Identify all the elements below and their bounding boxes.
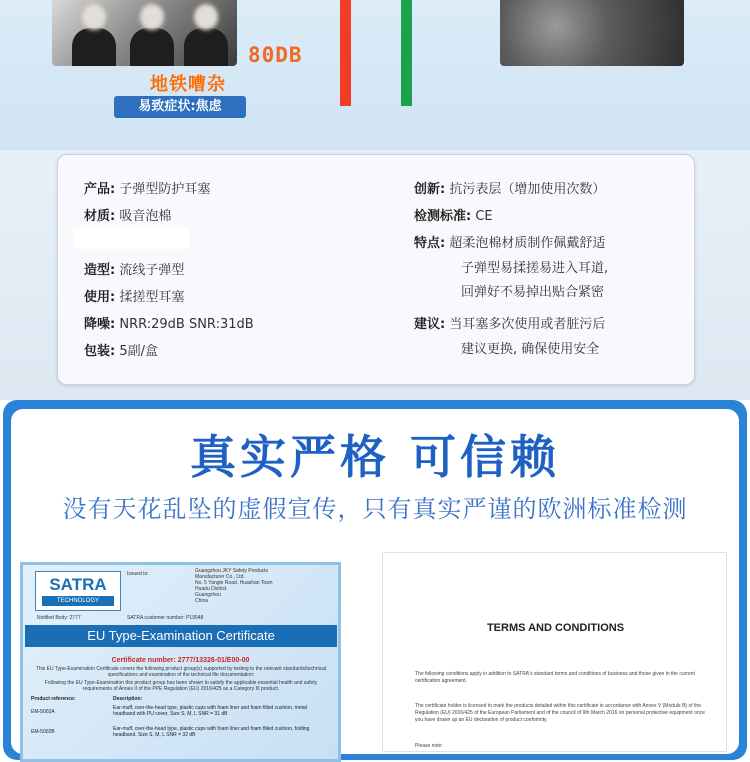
spec-key: 包装: <box>84 344 116 359</box>
eu-certificate-image <box>20 562 341 762</box>
terms-document-image <box>382 552 727 752</box>
red-divider-bar <box>340 0 351 106</box>
description-label: Description: <box>113 696 143 702</box>
terms-note: Please note: <box>415 743 443 749</box>
certificate-number: Certificate number: 2777/13326-01/E00-00 <box>111 657 250 664</box>
green-divider-bar <box>401 0 412 106</box>
person-figure <box>184 28 228 66</box>
spec-key: 使用: <box>84 290 116 305</box>
issued-to-line: China <box>195 598 209 604</box>
notified-body: Notified Body: 2777 <box>37 615 81 621</box>
spec-value: 超柔泡棉材质制作佩戴舒适 <box>449 236 606 251</box>
spec-value: 建议更换, 确保使用安全 <box>461 342 600 357</box>
spec-row-product <box>84 178 210 197</box>
spec-value: 回弹好不易掉出贴合紧密 <box>461 285 605 300</box>
spec-key: 降噪: <box>84 317 116 332</box>
spec-row-advice <box>414 313 605 332</box>
person-figure <box>72 28 116 66</box>
spec-row-features <box>414 232 605 251</box>
spec-row-noise-reduction <box>84 313 254 332</box>
promo-subhead: 没有天花乱坠的虚假宣传，只有真实严谨的欧洲标准检测 <box>62 495 688 523</box>
spec-value: 5副/盒 <box>119 344 158 359</box>
issued-to-line: No. 5 Yangle Road, Huashan Town <box>195 580 273 586</box>
blurred-face <box>140 4 164 30</box>
terms-paragraph: The certificate holder is licensed to mark the products detailed within this certificate in accordance with Annex V (Module B) of the Regulation (EU) 2016/425 of the European Parliament and of the council of 9th March 2016 on personal protective equipment once you have drawn up an EU declaration of product conformity. <box>415 703 705 723</box>
blurred-face <box>82 4 106 30</box>
spec-key: 建议: <box>414 317 446 332</box>
terms-paragraph: The following conditions apply in addition to SATRA's standard terms and conditions of business and those given in the current certification agreement. <box>415 671 695 684</box>
spec-value: 抗污表层（增加使用次数） <box>449 182 606 197</box>
spec-value: 流线子弹型 <box>119 263 185 278</box>
spec-row-advice-cont <box>461 338 599 357</box>
satra-logo <box>35 571 121 611</box>
spec-row-material <box>84 205 171 224</box>
spec-value: 子弹型防护耳塞 <box>119 182 211 197</box>
issued-to-line: Manufacturer Co., Ltd. <box>195 574 245 580</box>
spec-key: 造型: <box>84 263 116 278</box>
person-figure <box>130 28 174 66</box>
product-reference-label: Product reference: <box>31 696 76 702</box>
issued-to-line: Guangzhou JKY Safety Products <box>195 568 269 574</box>
product-reference: EM-5002B <box>31 729 55 735</box>
certificate-title: EU Type-Examination Certificate <box>25 625 337 647</box>
spec-key: 检测标准: <box>414 209 472 224</box>
spec-key: 产品: <box>84 182 116 197</box>
certificate-paragraph: This EU Type-Examination Certificate covers the following product group(s) supported by testing to the relevant standards/technical specifications and examination of the technical file documentation: <box>35 666 327 678</box>
logo-subtitle: TECHNOLOGY <box>42 596 114 606</box>
spec-value: NRR:29dB SNR:31dB <box>119 317 254 332</box>
spec-row-features-cont <box>461 257 608 276</box>
symptom-badge: 易致症状:焦虑 <box>114 96 246 118</box>
issued-to-label: Issued to: <box>127 571 149 577</box>
noise-level-label: 80DB <box>248 43 303 67</box>
product-description: Ear-muff, over-the-head type, plastic cups with foam liner and foam filled cushion, folding headband, Size S, M, L SNR = 32 dB <box>113 726 310 738</box>
spec-key: 材质: <box>84 209 116 224</box>
spec-value: 吸音泡棉 <box>119 209 172 224</box>
customer-number: SATRA customer number: P19048 <box>127 615 204 621</box>
spec-row-standard <box>414 205 493 224</box>
spec-value: 揉搓型耳塞 <box>119 290 185 305</box>
blurred-face <box>194 4 218 30</box>
scene-label: 地铁嘈杂 <box>150 74 226 95</box>
spec-row-innovation <box>414 178 605 197</box>
spec-row-shape <box>84 259 184 278</box>
certificate-paragraph: Following the EU Type-Examination this product group has been shown to satisfy the applicable essential health and safety requirements of Annex II of the PPE Regulation (EU) 2016/425 as a Category III product. <box>44 680 318 692</box>
subway-crowd-photo <box>52 0 237 66</box>
product-reference: EM-5002A <box>31 709 55 715</box>
logo-word: SATRA <box>49 575 107 594</box>
promo-headline: 真实严格 可信赖 <box>189 430 560 484</box>
spec-value: CE <box>475 209 493 224</box>
terms-title: TERMS AND CONDITIONS <box>486 622 625 634</box>
spec-value: 当耳塞多次使用或者脏污后 <box>449 317 606 332</box>
spec-row-packaging <box>84 340 158 359</box>
texture-photo <box>500 0 684 66</box>
issued-to-line: Guangzhou <box>195 592 221 598</box>
spec-key: 创新: <box>414 182 446 197</box>
spec-row-usage <box>84 286 184 305</box>
spec-key: 特点: <box>414 236 446 251</box>
redaction-box <box>73 227 189 249</box>
product-description: Ear-muff, over-the-head type, plastic cups with foam liner and foam filled cushion, metal headband with PU cover, Size S, M, L SNR = 31 dB <box>113 705 307 717</box>
spec-row-features-cont <box>461 281 604 300</box>
spec-value: 子弹型易揉搓易进入耳道, <box>461 261 609 276</box>
issued-to-line: Huadu District <box>195 586 227 592</box>
